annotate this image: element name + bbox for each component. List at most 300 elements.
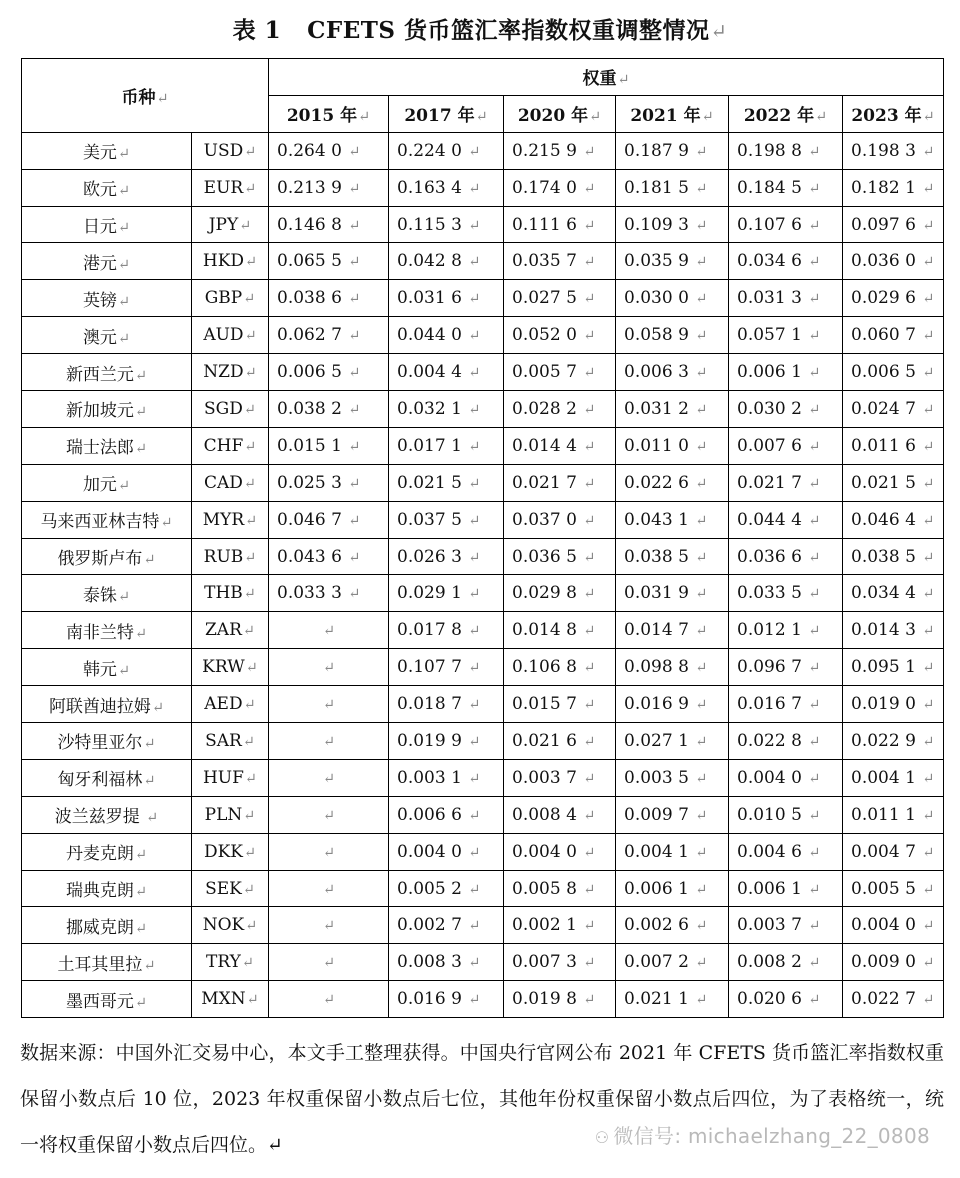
- paragraph-mark: ↵: [243, 586, 256, 603]
- currency-name: 欧元↵: [22, 169, 192, 206]
- currency-code: SEK↵: [192, 870, 269, 907]
- weight-cell: 0.027 1 ↵: [616, 723, 729, 760]
- table-body: [22, 132, 944, 1017]
- table-row: [22, 944, 944, 981]
- weight-cell: 0.004 0 ↵: [504, 833, 616, 870]
- weight-cell: 0.008 2 ↵: [729, 944, 843, 981]
- table-row: [22, 686, 944, 723]
- paragraph-mark: ↵: [808, 623, 821, 640]
- year-header: 2021 年↵: [616, 95, 729, 132]
- paragraph-mark: ↵: [922, 401, 935, 418]
- paragraph-mark: ↵: [468, 770, 481, 787]
- wechat-icon: ⚇: [594, 1128, 610, 1147]
- weight-cell: 0.062 7 ↵: [269, 317, 389, 354]
- table-row: [22, 907, 944, 944]
- weight-cell: 0.004 6 ↵: [729, 833, 843, 870]
- paragraph-mark: ↵: [468, 881, 481, 898]
- paragraph-mark: ↵: [468, 549, 481, 566]
- paragraph-mark: ↵: [583, 143, 596, 160]
- weight-cell: 0.213 9 ↵: [269, 169, 389, 206]
- weight-cell: 0.019 0 ↵: [843, 686, 944, 723]
- weight-cell: 0.036 6 ↵: [729, 538, 843, 575]
- weight-cell: 0.095 1 ↵: [843, 649, 944, 686]
- paragraph-mark: ↵: [922, 254, 935, 271]
- paragraph-mark: ↵: [695, 623, 708, 640]
- paragraph-mark: ↵: [922, 770, 935, 787]
- weight-cell: 0.022 9 ↵: [843, 723, 944, 760]
- weight-cell: [269, 759, 389, 796]
- paragraph-mark: ↵: [808, 475, 821, 492]
- paragraph-mark: ↵: [695, 881, 708, 898]
- paragraph-mark: ↵: [583, 807, 596, 824]
- weight-cell: 0.007 6 ↵: [729, 427, 843, 464]
- currency-code: AUD↵: [192, 317, 269, 354]
- currency-name: 瑞典克朗↵: [22, 870, 192, 907]
- currency-name: 加元↵: [22, 464, 192, 501]
- table-row: [22, 759, 944, 796]
- paragraph-mark: ↵: [695, 697, 708, 714]
- weight-cell: 0.002 7 ↵: [389, 907, 504, 944]
- table-title-text: CFETS 货币篮汇率指数权重调整情况: [307, 17, 710, 44]
- paragraph-mark: ↵: [808, 918, 821, 935]
- currency-name: 南非兰特↵: [22, 612, 192, 649]
- weight-cell: 0.016 9 ↵: [389, 981, 504, 1018]
- paragraph-mark: ↵: [246, 992, 259, 1009]
- weight-cell: 0.004 1 ↵: [843, 759, 944, 796]
- weight-cell: [269, 833, 389, 870]
- paragraph-mark: ↵: [583, 955, 596, 972]
- paragraph-mark: ↵: [808, 586, 821, 603]
- paragraph-mark: ↵: [695, 291, 708, 308]
- currency-name: 韩元↵: [22, 649, 192, 686]
- weight-cell: 0.029 1 ↵: [389, 575, 504, 612]
- weight-cell: 0.037 0 ↵: [504, 501, 616, 538]
- weight-cell: 0.115 3 ↵: [389, 206, 504, 243]
- paragraph-mark: ↵: [922, 180, 935, 197]
- paragraph-mark: ↵: [710, 20, 728, 43]
- weight-cell: 0.003 1 ↵: [389, 759, 504, 796]
- weight-cell: 0.004 0 ↵: [389, 833, 504, 870]
- currency-name: 匈牙利福林↵: [22, 759, 192, 796]
- paragraph-mark: ↵: [695, 180, 708, 197]
- header-row-top: [22, 59, 944, 96]
- paragraph-mark: ↵: [322, 992, 336, 1009]
- table-row: [22, 427, 944, 464]
- paragraph-mark: ↵: [322, 955, 336, 972]
- paragraph-mark: ↵: [468, 918, 481, 935]
- currency-code: NOK↵: [192, 907, 269, 944]
- paragraph-mark: ↵: [922, 475, 935, 492]
- weight-cell: 0.014 4 ↵: [504, 427, 616, 464]
- paragraph-mark: ↵: [583, 881, 596, 898]
- weight-cell: 0.011 1 ↵: [843, 796, 944, 833]
- currency-name: 俄罗斯卢布↵: [22, 538, 192, 575]
- paragraph-mark: ↵: [322, 660, 336, 677]
- weight-cell: 0.006 5 ↵: [843, 354, 944, 391]
- paragraph-mark: ↵: [808, 807, 821, 824]
- currency-name: 波兰兹罗提 ↵: [22, 796, 192, 833]
- weight-cell: 0.022 8 ↵: [729, 723, 843, 760]
- weight-cell: 0.021 5 ↵: [843, 464, 944, 501]
- weight-cell: 0.025 3 ↵: [269, 464, 389, 501]
- paragraph-mark: ↵: [348, 549, 361, 566]
- weight-cell: 0.031 2 ↵: [616, 391, 729, 428]
- weight-cell: 0.065 5 ↵: [269, 243, 389, 280]
- paragraph-mark: ↵: [583, 586, 596, 603]
- weight-cell: [269, 907, 389, 944]
- paragraph-mark: ↵: [808, 549, 821, 566]
- currency-code: TRY↵: [192, 944, 269, 981]
- weight-cell: 0.215 9 ↵: [504, 132, 616, 169]
- paragraph-mark: ↵: [815, 109, 828, 126]
- paragraph-mark: ↵: [695, 844, 708, 861]
- paragraph-mark: ↵: [243, 807, 256, 824]
- paragraph-mark: ↵: [695, 660, 708, 677]
- weight-cell: 0.107 7 ↵: [389, 649, 504, 686]
- paragraph-mark: ↵: [468, 586, 481, 603]
- paragraph-mark: ↵: [245, 512, 258, 529]
- paragraph-mark: ↵: [808, 438, 821, 455]
- watermark: [595, 1120, 930, 1149]
- paragraph-mark: ↵: [695, 807, 708, 824]
- weight-cell: 0.096 7 ↵: [729, 649, 843, 686]
- paragraph-mark: ↵: [117, 256, 131, 273]
- paragraph-mark: ↵: [701, 109, 714, 126]
- weight-cell: 0.002 1 ↵: [504, 907, 616, 944]
- paragraph-mark: ↵: [468, 291, 481, 308]
- table-row: [22, 870, 944, 907]
- paragraph-mark: ↵: [468, 807, 481, 824]
- weight-cell: 0.021 7 ↵: [504, 464, 616, 501]
- paragraph-mark: ↵: [922, 660, 935, 677]
- paragraph-mark: ↵: [589, 109, 602, 126]
- paragraph-mark: ↵: [583, 918, 596, 935]
- paragraph-mark: ↵: [348, 475, 361, 492]
- paragraph-mark: ↵: [583, 697, 596, 714]
- paragraph-mark: ↵: [117, 662, 131, 679]
- weight-cell: [269, 944, 389, 981]
- weight-cell: 0.182 1 ↵: [843, 169, 944, 206]
- paragraph-mark: ↵: [922, 844, 935, 861]
- weight-cell: 0.097 6 ↵: [843, 206, 944, 243]
- table-row: [22, 612, 944, 649]
- weight-cell: 0.035 9 ↵: [616, 243, 729, 280]
- weight-cell: 0.006 6 ↵: [389, 796, 504, 833]
- weights-table: [21, 58, 944, 1018]
- paragraph-mark: ↵: [808, 291, 821, 308]
- paragraph-mark: ↵: [695, 918, 708, 935]
- weight-cell: 0.198 3 ↵: [843, 132, 944, 169]
- weight-cell: 0.046 7 ↵: [269, 501, 389, 538]
- paragraph-mark: ↵: [244, 549, 257, 566]
- paragraph-mark: ↵: [358, 109, 371, 126]
- year-header: 2022 年↵: [729, 95, 843, 132]
- currency-code: CHF↵: [192, 427, 269, 464]
- paragraph-mark: ↵: [468, 328, 481, 345]
- paragraph-mark: ↵: [348, 143, 361, 160]
- paragraph-mark: ↵: [808, 365, 821, 382]
- paragraph-mark: ↵: [922, 881, 935, 898]
- paragraph-mark: ↵: [922, 992, 935, 1009]
- weight-cell: 0.012 1 ↵: [729, 612, 843, 649]
- weight-cell: 0.111 6 ↵: [504, 206, 616, 243]
- table-title-label: 表 1: [232, 17, 282, 44]
- weight-cell: 0.017 1 ↵: [389, 427, 504, 464]
- currency-code: RUB↵: [192, 538, 269, 575]
- paragraph-mark: ↵: [143, 736, 156, 753]
- paragraph-mark: ↵: [245, 660, 258, 677]
- weight-cell: 0.004 4 ↵: [389, 354, 504, 391]
- weight-cell: 0.006 1 ↵: [729, 870, 843, 907]
- paragraph-mark: ↵: [922, 697, 935, 714]
- weight-cell: 0.184 5 ↵: [729, 169, 843, 206]
- weight-cell: 0.038 6 ↵: [269, 280, 389, 317]
- paragraph-mark: ↵: [348, 512, 361, 529]
- currency-code: HKD↵: [192, 243, 269, 280]
- paragraph-mark: ↵: [922, 807, 935, 824]
- paragraph-mark: ↵: [117, 220, 131, 236]
- paragraph-mark: ↵: [808, 881, 821, 898]
- weight-cell: 0.021 7 ↵: [729, 464, 843, 501]
- paragraph-mark: ↵: [244, 770, 258, 787]
- currency-code: SAR↵: [192, 723, 269, 760]
- paragraph-mark: ↵: [134, 625, 148, 642]
- paragraph-mark: ↵: [322, 733, 336, 750]
- paragraph-mark: ↵: [922, 623, 935, 640]
- weight-cell: 0.264 0 ↵: [269, 132, 389, 169]
- weight-cell: 0.052 0 ↵: [504, 317, 616, 354]
- paragraph-mark: ↵: [348, 217, 361, 234]
- paragraph-mark: ↵: [117, 478, 131, 495]
- weight-cell: 0.035 7 ↵: [504, 243, 616, 280]
- currency-code: EUR↵: [192, 169, 269, 206]
- paragraph-mark: ↵: [695, 365, 708, 382]
- currency-code: SGD↵: [192, 391, 269, 428]
- weight-cell: 0.020 6 ↵: [729, 981, 843, 1018]
- weight-cell: 0.003 7 ↵: [729, 907, 843, 944]
- table-row: [22, 243, 944, 280]
- weight-cell: 0.011 0 ↵: [616, 427, 729, 464]
- weight-cell: 0.030 0 ↵: [616, 280, 729, 317]
- weight-cell: 0.009 7 ↵: [616, 796, 729, 833]
- weight-cell: [269, 796, 389, 833]
- currency-name: 阿联酋迪拉姆↵: [22, 686, 192, 723]
- paragraph-mark: ↵: [468, 697, 481, 714]
- weight-cell: 0.006 5 ↵: [269, 354, 389, 391]
- paragraph-mark: ↵: [583, 512, 596, 529]
- weight-cell: 0.021 1 ↵: [616, 981, 729, 1018]
- paragraph-mark: ↵: [695, 328, 708, 345]
- paragraph-mark: ↵: [695, 143, 708, 160]
- paragraph-mark: ↵: [583, 660, 596, 677]
- weight-cell: 0.181 5 ↵: [616, 169, 729, 206]
- weight-cell: 0.004 7 ↵: [843, 833, 944, 870]
- weight-cell: 0.032 1 ↵: [389, 391, 504, 428]
- paragraph-mark: ↵: [695, 955, 708, 972]
- currency-code: DKK↵: [192, 833, 269, 870]
- currency-name: 日元↵: [22, 206, 192, 243]
- weight-cell: 0.187 9 ↵: [616, 132, 729, 169]
- paragraph-mark: ↵: [243, 291, 256, 308]
- paragraph-mark: ↵: [322, 881, 336, 898]
- paragraph-mark: ↵: [468, 512, 481, 529]
- weight-cell: 0.029 8 ↵: [504, 575, 616, 612]
- table-row: [22, 833, 944, 870]
- paragraph-mark: ↵: [695, 254, 708, 271]
- weight-cell: 0.005 5 ↵: [843, 870, 944, 907]
- currency-code: CAD↵: [192, 464, 269, 501]
- weight-cell: 0.010 5 ↵: [729, 796, 843, 833]
- weight-cell: 0.030 2 ↵: [729, 391, 843, 428]
- paragraph-mark: ↵: [922, 549, 935, 566]
- paragraph-mark: ↵: [245, 254, 258, 271]
- weight-cell: 0.033 3 ↵: [269, 575, 389, 612]
- paragraph-mark: ↵: [468, 217, 481, 234]
- weight-cell: 0.043 1 ↵: [616, 501, 729, 538]
- paragraph-mark: ↵: [134, 920, 148, 937]
- weight-cell: 0.007 3 ↵: [504, 944, 616, 981]
- weight-cell: 0.004 0 ↵: [729, 759, 843, 796]
- paragraph-mark: ↵: [583, 180, 596, 197]
- paragraph-mark: ↵: [695, 733, 708, 750]
- weight-cell: 0.007 2 ↵: [616, 944, 729, 981]
- weight-cell: 0.036 5 ↵: [504, 538, 616, 575]
- paragraph-mark: ↵: [156, 90, 169, 107]
- paragraph-mark: ↵: [322, 770, 336, 787]
- currency-code: ZAR↵: [192, 612, 269, 649]
- weight-cell: 0.022 7 ↵: [843, 981, 944, 1018]
- currency-code: GBP↵: [192, 280, 269, 317]
- paragraph-mark: ↵: [922, 143, 935, 160]
- paragraph-mark: ↵: [922, 109, 935, 126]
- weight-cell: 0.046 4 ↵: [843, 501, 944, 538]
- paragraph-mark: ↵: [322, 844, 336, 861]
- paragraph-mark: ↵: [468, 401, 481, 418]
- paragraph-mark: ↵: [695, 586, 708, 603]
- paragraph-mark: ↵: [134, 441, 148, 458]
- paragraph-mark: ↵: [322, 623, 336, 640]
- paragraph-mark: ↵: [583, 438, 596, 455]
- paragraph-mark: ↵: [468, 955, 481, 972]
- year-header: 2020 年↵: [504, 95, 616, 132]
- paragraph-mark: ↵: [134, 884, 148, 901]
- weight-cell: 0.005 7 ↵: [504, 354, 616, 391]
- weight-cell: 0.019 8 ↵: [504, 981, 616, 1018]
- paragraph-mark: ↵: [922, 733, 935, 750]
- paragraph-mark: ↵: [348, 365, 361, 382]
- paragraph-mark: ↵: [695, 217, 708, 234]
- paragraph-mark: ↵: [117, 293, 131, 310]
- weight-cell: [269, 649, 389, 686]
- paragraph-mark: ↵: [808, 770, 821, 787]
- weight-cell: 0.107 6 ↵: [729, 206, 843, 243]
- weight-cell: 0.005 2 ↵: [389, 870, 504, 907]
- currency-name: 马来西亚林吉特↵: [22, 501, 192, 538]
- paragraph-mark: ↵: [922, 586, 935, 603]
- paragraph-mark: ↵: [922, 291, 935, 308]
- table-row: [22, 538, 944, 575]
- weight-cell: 0.033 5 ↵: [729, 575, 843, 612]
- currency-name: 港元↵: [22, 243, 192, 280]
- paragraph-mark: ↵: [242, 881, 255, 898]
- paragraph-mark: ↵: [922, 328, 935, 345]
- paragraph-mark: ↵: [695, 549, 708, 566]
- weight-cell: 0.018 7 ↵: [389, 686, 504, 723]
- weight-cell: 0.028 2 ↵: [504, 391, 616, 428]
- year-header: 2017 年↵: [389, 95, 504, 132]
- weight-cell: 0.060 7 ↵: [843, 317, 944, 354]
- paragraph-mark: ↵: [134, 994, 148, 1011]
- paragraph-mark: ↵: [808, 955, 821, 972]
- weight-cell: [269, 870, 389, 907]
- currency-name: 瑞士法郎↵: [22, 427, 192, 464]
- weight-cell: 0.098 8 ↵: [616, 649, 729, 686]
- currency-name: 美元↵: [22, 132, 192, 169]
- paragraph-mark: ↵: [922, 438, 935, 455]
- paragraph-mark: ↵: [244, 365, 257, 382]
- currency-code: PLN↵: [192, 796, 269, 833]
- currency-name: 新加坡元↵: [22, 391, 192, 428]
- weight-cell: 0.031 6 ↵: [389, 280, 504, 317]
- paragraph-mark: ↵: [808, 143, 821, 160]
- weight-cell: 0.174 0 ↵: [504, 169, 616, 206]
- paragraph-mark: ↵: [143, 957, 156, 974]
- paragraph-mark: ↵: [583, 291, 596, 308]
- paragraph-mark: ↵: [695, 438, 708, 455]
- paragraph-mark: ↵: [808, 697, 821, 714]
- paragraph-mark: ↵: [468, 180, 481, 197]
- weight-cell: 0.038 5 ↵: [616, 538, 729, 575]
- weight-cell: 0.005 8 ↵: [504, 870, 616, 907]
- paragraph-mark: ↵: [117, 183, 131, 200]
- weight-cell: 0.106 8 ↵: [504, 649, 616, 686]
- weight-cell: 0.004 1 ↵: [616, 833, 729, 870]
- paragraph-mark: ↵: [322, 807, 336, 824]
- paragraph-mark: ↵: [468, 143, 481, 160]
- table-row: [22, 464, 944, 501]
- paragraph-mark: ↵: [922, 512, 935, 529]
- weight-cell: 0.044 4 ↵: [729, 501, 843, 538]
- paragraph-mark: ↵: [134, 367, 148, 384]
- paragraph-mark: ↵: [583, 475, 596, 492]
- weight-cell: 0.044 0 ↵: [389, 317, 504, 354]
- currency-code: USD↵: [192, 132, 269, 169]
- currency-code: KRW↵: [192, 649, 269, 686]
- paragraph-mark: ↵: [134, 847, 148, 864]
- weight-cell: 0.036 0 ↵: [843, 243, 944, 280]
- paragraph-mark: ↵: [468, 844, 481, 861]
- weight-cell: 0.163 4 ↵: [389, 169, 504, 206]
- currency-name: 墨西哥元↵: [22, 981, 192, 1018]
- paragraph-mark: ↵: [583, 992, 596, 1009]
- weight-cell: 0.038 2 ↵: [269, 391, 389, 428]
- weight-cell: 0.026 3 ↵: [389, 538, 504, 575]
- weight-cell: 0.022 6 ↵: [616, 464, 729, 501]
- weight-cell: 0.024 7 ↵: [843, 391, 944, 428]
- weight-cell: 0.021 5 ↵: [389, 464, 504, 501]
- year-header: 2015 年↵: [269, 95, 389, 132]
- paragraph-mark: ↵: [348, 438, 361, 455]
- paragraph-mark: ↵: [239, 217, 252, 234]
- paragraph-mark: ↵: [143, 773, 156, 790]
- weight-cell: 0.014 7 ↵: [616, 612, 729, 649]
- currency-code: MYR↵: [192, 501, 269, 538]
- paragraph-mark: ↵: [583, 733, 596, 750]
- paragraph-mark: ↵: [617, 72, 630, 89]
- currency-name: 土耳其里拉↵: [22, 944, 192, 981]
- weight-cell: 0.057 1 ↵: [729, 317, 843, 354]
- paragraph-mark: ↵: [244, 143, 257, 160]
